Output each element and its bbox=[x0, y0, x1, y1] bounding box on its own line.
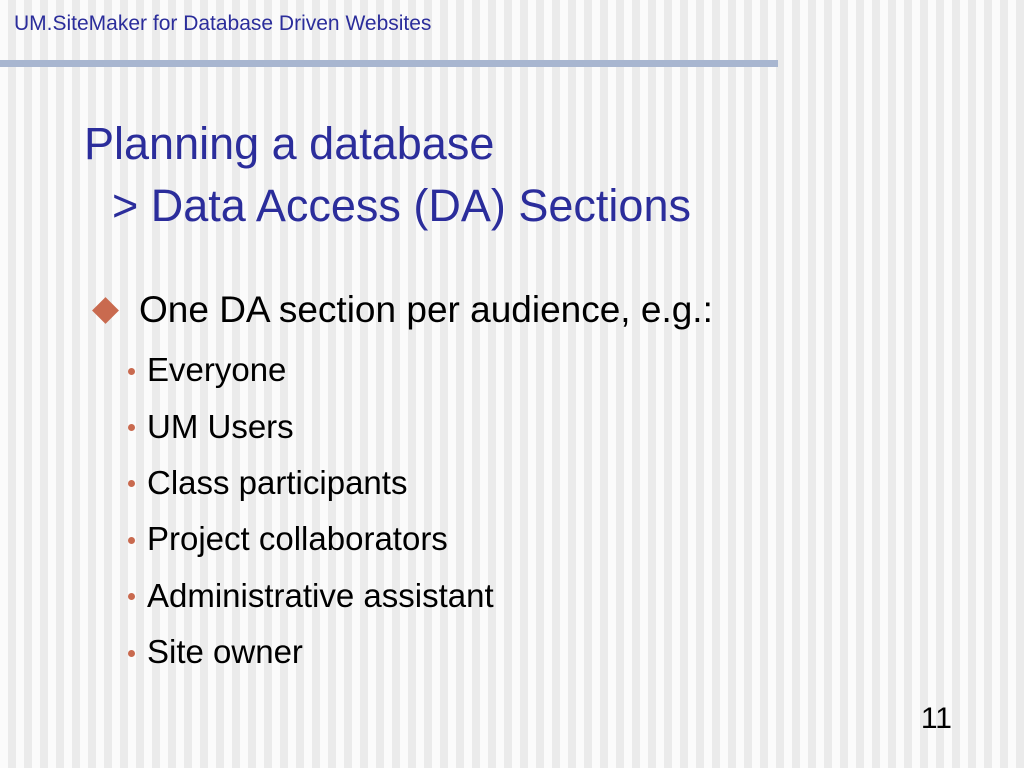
list-item-text: UM Users bbox=[147, 407, 294, 445]
audience-list bbox=[128, 342, 494, 680]
main-bullet-text: One DA section per audience, e.g.: bbox=[139, 289, 713, 330]
slide-title-line2: > Data Access (DA) Sections bbox=[112, 180, 691, 231]
list-item-text: Everyone bbox=[147, 351, 287, 389]
list-item-text: Project collaborators bbox=[147, 520, 448, 558]
diamond-bullet-icon bbox=[92, 297, 119, 324]
dot-bullet-icon bbox=[128, 424, 135, 431]
list-item-text: Site owner bbox=[147, 633, 303, 671]
main-bullet bbox=[90, 284, 713, 336]
slide-title bbox=[84, 113, 691, 237]
list-item bbox=[128, 624, 494, 680]
dot-bullet-icon bbox=[128, 480, 135, 487]
dot-bullet-icon bbox=[128, 650, 135, 657]
dot-bullet-icon bbox=[128, 368, 135, 375]
list-item-text: Administrative assistant bbox=[147, 576, 494, 614]
list-item bbox=[128, 511, 494, 567]
list-item bbox=[128, 342, 494, 398]
list-item-text: Class participants bbox=[147, 463, 408, 501]
list-item bbox=[128, 398, 494, 454]
list-item bbox=[128, 568, 494, 624]
dot-bullet-icon bbox=[128, 537, 135, 544]
dot-bullet-icon bbox=[128, 593, 135, 600]
header-divider bbox=[0, 60, 778, 67]
page-number: 11 bbox=[920, 702, 952, 735]
slide-title-line1: Planning a database bbox=[84, 118, 495, 169]
list-item bbox=[128, 455, 494, 511]
header-title: UM.SiteMaker for Database Driven Websites bbox=[14, 12, 432, 35]
